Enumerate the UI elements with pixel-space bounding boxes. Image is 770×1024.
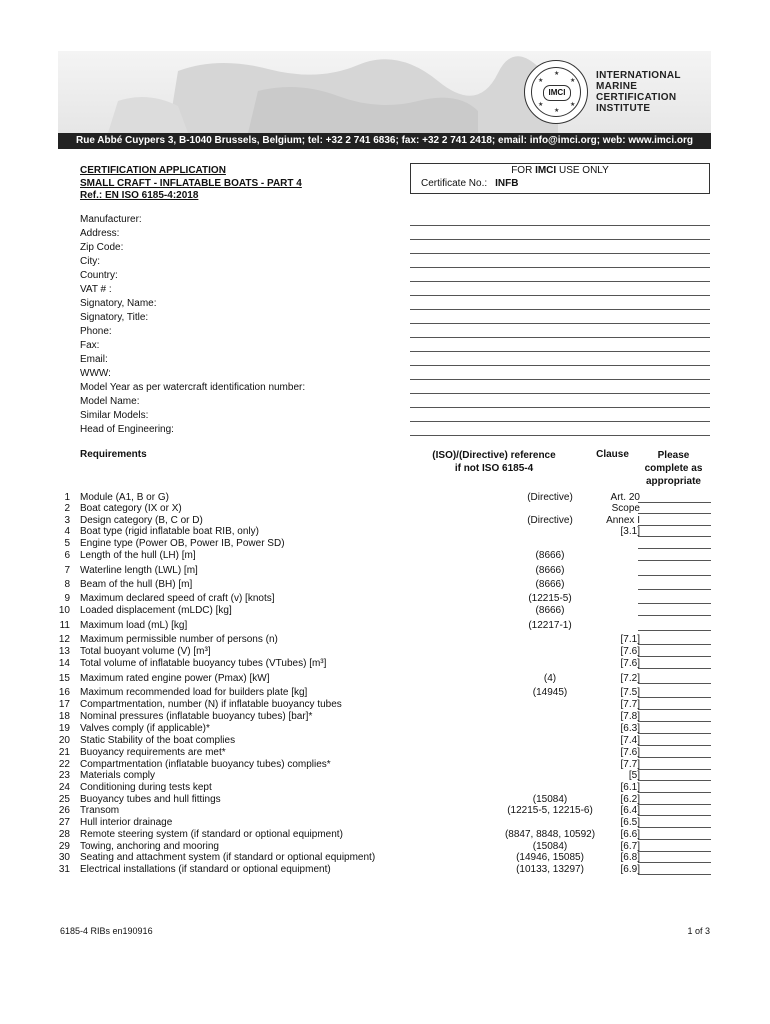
requirement-row <box>56 794 711 805</box>
applicant-field <box>80 213 710 227</box>
applicant-field <box>80 297 710 311</box>
requirement-clause: [6.7] <box>620 841 640 852</box>
requirement-row <box>56 841 711 852</box>
requirement-row <box>56 492 711 503</box>
requirement-text: Total buoyant volume (V) [m³] <box>80 646 211 657</box>
applicant-field <box>80 269 710 283</box>
requirement-number: 29 <box>58 841 70 852</box>
requirement-row <box>56 565 711 576</box>
requirement-number: 9 <box>64 593 70 604</box>
requirement-row <box>56 817 711 828</box>
requirement-number: 11 <box>59 620 70 631</box>
requirement-reference: (14946, 15085) <box>516 852 584 863</box>
field-input-line[interactable] <box>410 295 710 296</box>
requirement-number: 30 <box>58 852 70 863</box>
requirement-text: Module (A1, B or G) <box>80 492 169 503</box>
requirement-reference: (15084) <box>532 794 568 805</box>
field-input-line[interactable] <box>410 379 710 380</box>
requirement-clause: [7.2] <box>620 673 640 684</box>
form-title <box>80 165 302 203</box>
footer-page-number: 1 of 3 <box>687 926 710 936</box>
answer-line[interactable] <box>638 733 711 734</box>
field-input-line[interactable] <box>410 435 710 436</box>
requirement-reference: (8847, 8848, 10592) <box>504 829 596 840</box>
requirement-row <box>56 550 711 561</box>
requirement-number: 4 <box>64 526 70 537</box>
field-input-line[interactable] <box>410 351 710 352</box>
field-input-line[interactable] <box>410 407 710 408</box>
requirement-row <box>56 579 711 590</box>
requirement-text: Compartmentation, number (N) if inflatable buoyancy tubes <box>80 699 342 710</box>
requirement-text: Boat type (rigid inflatable boat RIB, only) <box>80 526 259 537</box>
title-line-1: CERTIFICATION APPLICATION <box>80 165 226 176</box>
requirement-clause: [6.8] <box>620 852 640 863</box>
applicant-field <box>80 255 710 269</box>
field-input-line[interactable] <box>410 393 710 394</box>
field-label: Signatory, Name: <box>80 298 157 309</box>
requirement-row <box>56 699 711 710</box>
field-input-line[interactable] <box>410 309 710 310</box>
requirement-clause: [7.6] <box>620 646 640 657</box>
field-label: Zip Code: <box>80 242 124 253</box>
requirement-number: 17 <box>58 699 70 710</box>
requirement-row <box>56 852 711 863</box>
field-label: Model Name: <box>80 396 140 407</box>
field-label: Signatory, Title: <box>80 312 149 323</box>
field-input-line[interactable] <box>410 267 710 268</box>
field-label: VAT # : <box>80 284 112 295</box>
requirement-text: Engine type (Power OB, Power IB, Power SD) <box>80 538 285 549</box>
requirement-row <box>56 503 711 514</box>
footer-doc-id: 6185-4 RIBs en190916 <box>60 926 153 936</box>
organization-name: INTERNATIONAL MARINE CERTIFICATION INSTITUTE <box>596 70 681 114</box>
requirement-clause: [7.6] <box>620 747 640 758</box>
answer-line[interactable] <box>638 615 711 616</box>
field-input-line[interactable] <box>410 225 710 226</box>
requirement-reference: (12215-5, 12215-6) <box>507 805 593 816</box>
requirement-reference: (8666) <box>535 565 565 576</box>
requirement-row <box>56 673 711 684</box>
requirement-clause: [7.7] <box>620 759 640 770</box>
requirement-clause: [6.2] <box>620 794 640 805</box>
answer-line[interactable] <box>638 644 711 645</box>
answer-line[interactable] <box>638 548 711 549</box>
answer-line[interactable] <box>638 683 711 684</box>
reference-heading: (ISO)/(Directive) reference if not ISO 6185-4 <box>432 450 556 474</box>
answer-line[interactable] <box>638 709 711 710</box>
requirement-number: 26 <box>58 805 70 816</box>
answer-line[interactable] <box>638 697 711 698</box>
requirement-number: 31 <box>58 864 70 875</box>
requirement-text: Maximum permissible number of persons (n) <box>80 634 278 645</box>
answer-line[interactable] <box>638 792 711 793</box>
requirement-row <box>56 711 711 722</box>
requirement-number: 15 <box>58 673 70 684</box>
requirement-reference: (15084) <box>532 841 568 852</box>
requirement-number: 1 <box>64 492 70 503</box>
requirement-text: Electrical installations (if standard or optional equipment) <box>80 864 331 875</box>
requirement-text: Beam of the hull (BH) [m] <box>80 579 193 590</box>
answer-line[interactable] <box>638 603 711 604</box>
requirement-number: 23 <box>58 770 70 781</box>
requirement-text: Static Stability of the boat complies <box>80 735 236 746</box>
applicant-field <box>80 311 710 325</box>
answer-line[interactable] <box>638 745 711 746</box>
requirement-text: Seating and attachment system (if standard or optional equipment) <box>80 852 376 863</box>
clause-heading: Clause <box>596 449 629 460</box>
requirement-number: 25 <box>58 794 70 805</box>
field-label: Email: <box>80 354 108 365</box>
requirement-row <box>56 770 711 781</box>
requirement-number: 3 <box>64 515 70 526</box>
requirement-text: Buoyancy tubes and hull fittings <box>80 794 221 805</box>
field-label: WWW: <box>80 368 111 379</box>
requirement-reference: (4) <box>543 673 557 684</box>
requirement-clause: [6.9] <box>620 864 640 875</box>
requirement-reference: (Directive) <box>527 515 573 526</box>
requirement-reference: (8666) <box>535 579 565 590</box>
answer-line[interactable] <box>638 589 711 590</box>
requirement-text: Loaded displacement (mLDC) [kg] <box>80 605 232 616</box>
applicant-field <box>80 227 710 241</box>
requirement-row <box>56 620 711 631</box>
requirements-heading: Requirements <box>80 449 147 460</box>
field-label: City: <box>80 256 100 267</box>
field-label: Fax: <box>80 340 100 351</box>
requirement-clause: [5] <box>628 770 640 781</box>
requirement-text: Maximum recommended load for builders plate [kg] <box>80 687 308 698</box>
requirement-clause: [6.1] <box>620 782 640 793</box>
requirement-reference: (12215-5) <box>528 593 572 604</box>
requirement-row <box>56 515 711 526</box>
requirement-number: 5 <box>64 538 70 549</box>
requirement-text: Hull interior drainage <box>80 817 173 828</box>
applicant-field <box>80 423 710 437</box>
requirement-text: Remote steering system (if standard or optional equipment) <box>80 829 343 840</box>
certificate-number: Certificate No.: INFB <box>421 178 519 189</box>
requirement-number: 28 <box>58 829 70 840</box>
requirement-reference: (8666) <box>535 605 565 616</box>
requirement-text: Buoyancy requirements are met* <box>80 747 226 758</box>
answer-line[interactable] <box>638 630 711 631</box>
answer-line[interactable] <box>638 513 711 514</box>
requirement-text: Valves comply (if applicable)* <box>80 723 210 734</box>
requirement-row <box>56 805 711 816</box>
requirement-clause: [6.5] <box>620 817 640 828</box>
field-label: Country: <box>80 270 118 281</box>
field-input-line[interactable] <box>410 337 710 338</box>
answer-line[interactable] <box>638 757 711 758</box>
requirement-text: Towing, anchoring and mooring <box>80 841 219 852</box>
title-line-2: SMALL CRAFT - INFLATABLE BOATS - PART 4 <box>80 177 302 189</box>
answer-line[interactable] <box>638 575 711 576</box>
applicant-field <box>80 367 710 381</box>
requirement-number: 16 <box>58 687 70 698</box>
requirement-row <box>56 829 711 840</box>
requirement-text: Nominal pressures (inflatable buoyancy tubes) [bar]* <box>80 711 313 722</box>
requirement-row <box>56 658 711 669</box>
requirement-text: Compartmentation (inflatable buoyancy tubes) complies* <box>80 759 331 770</box>
requirement-number: 12 <box>58 634 70 645</box>
requirement-reference: (10133, 13297) <box>516 864 584 875</box>
field-input-line[interactable] <box>410 421 710 422</box>
requirement-clause: [6.4] <box>620 805 640 816</box>
requirement-row <box>56 605 711 616</box>
requirement-row <box>56 723 711 734</box>
requirement-reference: (8666) <box>535 550 565 561</box>
field-label: Similar Models: <box>80 410 149 421</box>
imci-logo-icon: IMCI ★ ★ ★ ★ ★ ★ <box>524 60 588 124</box>
answer-line[interactable] <box>638 827 711 828</box>
title-line-3: Ref.: EN ISO 6185-4:2018 <box>80 190 199 201</box>
answer-line[interactable] <box>638 656 711 657</box>
requirement-row <box>56 593 711 604</box>
requirement-number: 14 <box>58 658 70 669</box>
field-input-line[interactable] <box>410 281 710 282</box>
please-complete-heading: Please complete as appropriate <box>644 450 703 487</box>
field-input-line[interactable] <box>410 365 710 366</box>
requirement-number: 6 <box>64 550 70 561</box>
requirement-clause: [7.5] <box>620 687 640 698</box>
applicant-field <box>80 283 710 297</box>
requirement-reference: (Directive) <box>527 492 573 503</box>
answer-line[interactable] <box>638 668 711 669</box>
requirement-row <box>56 747 711 758</box>
requirement-clause: [6.6] <box>620 829 640 840</box>
requirement-reference: (14945) <box>532 687 568 698</box>
requirement-number: 18 <box>58 711 70 722</box>
requirement-clause: [7.7] <box>620 699 640 710</box>
requirement-number: 13 <box>58 646 70 657</box>
requirement-clause: [3.1] <box>620 526 640 537</box>
requirement-number: 21 <box>58 747 70 758</box>
applicant-field <box>80 325 710 339</box>
requirement-row <box>56 864 711 875</box>
requirement-clause: [7.4] <box>620 735 640 746</box>
requirement-clause: [6.3] <box>620 723 640 734</box>
field-input-line[interactable] <box>410 323 710 324</box>
applicant-field <box>80 241 710 255</box>
requirement-row <box>56 538 711 549</box>
field-label: Manufacturer: <box>80 214 142 225</box>
requirement-text: Length of the hull (LH) [m] <box>80 550 196 561</box>
requirement-number: 7 <box>64 565 70 576</box>
applicant-field <box>80 409 710 423</box>
field-input-line[interactable] <box>410 253 710 254</box>
requirement-row <box>56 782 711 793</box>
field-label: Head of Engineering: <box>80 424 174 435</box>
answer-line[interactable] <box>638 815 711 816</box>
requirement-row <box>56 687 711 698</box>
requirement-text: Total volume of inflatable buoyancy tubes (VTubes) [m³] <box>80 658 327 669</box>
answer-line[interactable] <box>638 874 711 875</box>
applicant-field <box>80 395 710 409</box>
requirement-text: Materials comply <box>80 770 156 781</box>
applicant-field <box>80 339 710 353</box>
requirement-clause: [7.8] <box>620 711 640 722</box>
field-input-line[interactable] <box>410 239 710 240</box>
requirement-number: 8 <box>64 579 70 590</box>
requirement-clause: [7.1] <box>620 634 640 645</box>
requirement-number: 2 <box>64 503 70 514</box>
requirement-number: 20 <box>58 735 70 746</box>
imci-use-only-box <box>410 163 710 194</box>
requirement-number: 10 <box>58 605 70 616</box>
answer-line[interactable] <box>638 536 711 537</box>
requirement-clause: [7.6] <box>620 658 640 669</box>
applicant-field <box>80 381 710 395</box>
answer-line[interactable] <box>638 862 711 863</box>
address-bar: Rue Abbé Cuypers 3, B-1040 Brussels, Belgium; tel: +32 2 741 6836; fax: +32 2 741 2418; email: info@imci.org; web: www.imci.org <box>58 133 711 149</box>
applicant-field <box>80 353 710 367</box>
imci-box-header: FOR IMCI USE ONLY <box>511 165 609 176</box>
requirement-clause: Annex I <box>606 515 640 526</box>
answer-line[interactable] <box>638 560 711 561</box>
requirement-number: 19 <box>58 723 70 734</box>
requirement-row <box>56 735 711 746</box>
answer-line[interactable] <box>638 780 711 781</box>
requirement-row <box>56 526 711 537</box>
requirement-row <box>56 759 711 770</box>
answer-line[interactable] <box>638 839 711 840</box>
field-label: Address: <box>80 228 120 239</box>
requirement-number: 24 <box>58 782 70 793</box>
requirement-text: Conditioning during tests kept <box>80 782 212 793</box>
requirement-clause: Art. 20 <box>610 492 640 503</box>
requirement-row <box>56 634 711 645</box>
requirement-text: Maximum declared speed of craft (v) [knots] <box>80 593 275 604</box>
field-label: Phone: <box>80 326 112 337</box>
requirement-reference: (12217-1) <box>528 620 572 631</box>
requirement-text: Design category (B, C or D) <box>80 515 203 526</box>
requirement-clause: Scope <box>611 503 640 514</box>
requirement-row <box>56 646 711 657</box>
field-label: Model Year as per watercraft identification number: <box>80 382 306 393</box>
requirement-number: 22 <box>58 759 70 770</box>
requirement-text: Waterline length (LWL) [m] <box>80 565 198 576</box>
requirement-text: Transom <box>80 805 120 816</box>
requirement-text: Boat category (IX or X) <box>80 503 182 514</box>
answer-line[interactable] <box>638 721 711 722</box>
requirement-text: Maximum load (mL) [kg] <box>80 620 188 631</box>
requirement-text: Maximum rated engine power (Pmax) [kW] <box>80 673 270 684</box>
requirement-number: 27 <box>58 817 70 828</box>
